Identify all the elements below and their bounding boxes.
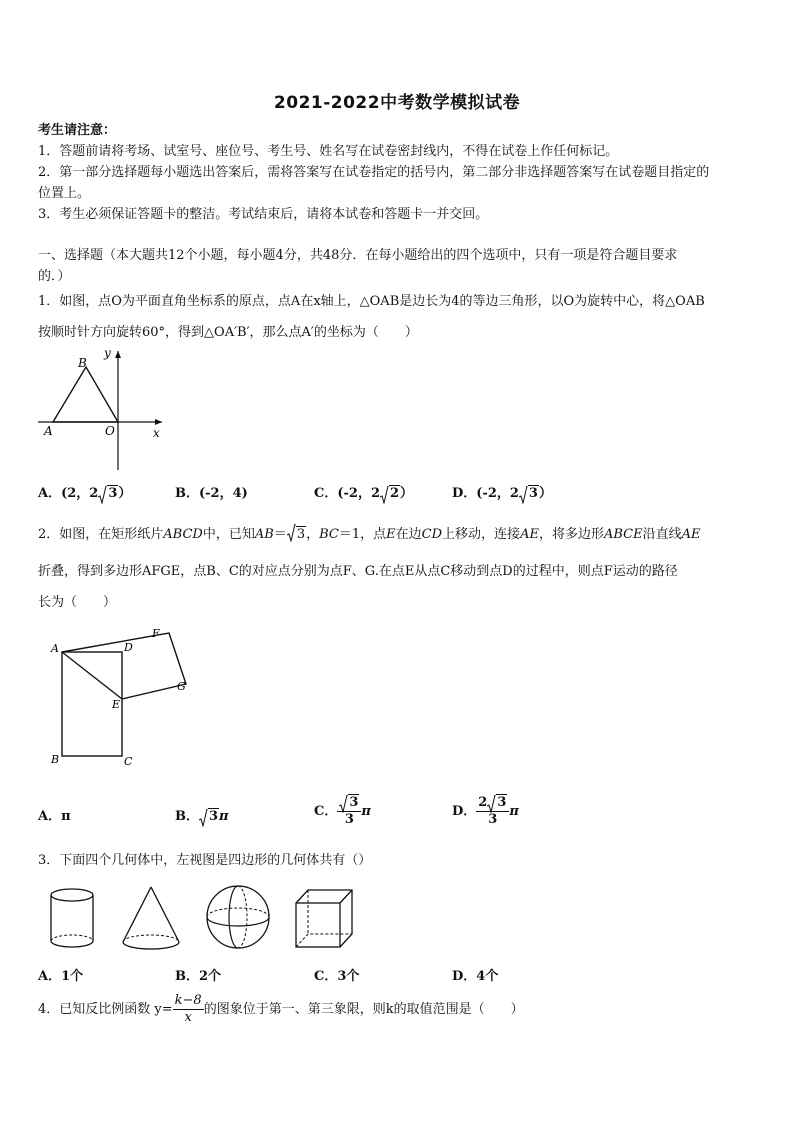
q2-text-cont-2: 长为（ ） [38, 595, 117, 610]
q1-option-d-tail: ） [538, 486, 552, 501]
radicand: 3 [296, 527, 306, 542]
q2-rectangle-figure [38, 625, 198, 775]
q2-text-part: BC [319, 527, 339, 542]
label-b: B [51, 753, 60, 766]
label-a: A [44, 424, 53, 438]
sqrt [380, 486, 400, 501]
label-c: C [124, 755, 133, 768]
q1-text: 1．如图，点O为平面直角坐标系的原点，点A在x轴上，△OAB是边长为4的等边三角形，以O为旋转中心，将△OAB [38, 294, 705, 309]
sqrt [199, 809, 219, 824]
q1-option-b-label: B．(-2，4) [175, 486, 248, 501]
fraction [476, 795, 509, 828]
section-heading-cont: 的．） [38, 269, 71, 284]
q3-text: 3．下面四个几何体中，左视图是四边形的几何体共有（） [38, 853, 372, 868]
label-b: B [78, 356, 87, 370]
fraction [337, 795, 361, 828]
denominator: 3 [344, 812, 354, 827]
denominator: x [184, 1010, 192, 1025]
y-axis-arrow [115, 351, 121, 358]
q1-option-d-label: D．(-2，2 [452, 486, 519, 501]
cylinder-icon [51, 889, 93, 947]
sqrt-icon [339, 795, 348, 813]
numerator: k−8 [174, 993, 202, 1008]
q2-text-part: AB [254, 527, 274, 542]
q1-option-c-label: C．(-2，2 [314, 486, 380, 501]
q2-text-part: ，将多边形 [538, 527, 604, 542]
label-d: D [124, 641, 133, 654]
q2-text-part: ABCE [603, 527, 643, 542]
q2-text-part: AE [520, 527, 539, 542]
q1-coordinate-figure [38, 345, 168, 470]
q1-option-d[interactable] [452, 482, 552, 501]
q3-solids-figure [38, 885, 368, 955]
q2-option-c-tail: π [361, 804, 371, 819]
q3-option-d[interactable]: D．4个 [452, 969, 499, 984]
q2-option-c-label: C． [314, 804, 338, 819]
q2-option-b[interactable] [175, 805, 229, 824]
q4-text [38, 993, 758, 1026]
sqrt [287, 524, 306, 545]
q2-option-a[interactable]: A．π [38, 809, 71, 824]
q1-option-c[interactable] [314, 482, 413, 501]
sqrt-icon [380, 486, 389, 504]
label-x: x [153, 426, 160, 440]
sqrt-icon [98, 486, 107, 504]
q2-option-d-label: D． [452, 804, 477, 819]
notice-heading: 考生请注意： [38, 123, 117, 138]
sqrt [519, 486, 539, 501]
numerator [337, 795, 361, 812]
cone-icon [123, 887, 179, 949]
q2-text-part: 中，已知 [202, 527, 255, 542]
sqrt [98, 486, 118, 501]
numerator [476, 795, 509, 812]
radicand: 2 [389, 486, 400, 501]
label-g: G [177, 680, 186, 693]
label-e: E [112, 698, 121, 711]
cube-icon [296, 890, 352, 947]
q2-option-d-tail: π [509, 804, 519, 819]
q2-text-part: ＝ [273, 527, 287, 542]
q2-text-part: ＝1，点 [338, 527, 387, 542]
notice-item-3: 3．考生必须保证答题卡的整洁。考试结束后，请将本试卷和答题卡一并交回。 [38, 207, 489, 222]
q1-option-a[interactable] [38, 482, 131, 501]
radicand: 3 [349, 795, 359, 810]
q1-option-a-label: A．(2，2 [38, 486, 99, 501]
q2-text [38, 524, 758, 545]
q2-text-part: 上移动，连接 [442, 527, 521, 542]
q3-option-c[interactable]: C．3个 [314, 969, 360, 984]
label-o: O [105, 424, 115, 438]
q1-option-c-tail: ） [400, 486, 414, 501]
q2-option-d[interactable] [452, 795, 519, 828]
radicand: 3 [209, 809, 219, 824]
q2-text-part: ， [306, 527, 320, 542]
sqrt-icon [519, 486, 528, 504]
segment-ae [62, 652, 122, 699]
q3-option-a[interactable]: A．1个 [38, 969, 84, 984]
q2-text-part: CD [421, 527, 443, 542]
page-title: 2021-2022中考数学模拟试卷 [273, 93, 521, 113]
q1-option-a-tail: ） [118, 486, 132, 501]
radicand: 3 [497, 795, 507, 810]
q2-text-cont: 折叠，得到多边形AFGE，点B、C的对应点分别为点F、G.在点E从点C移动到点D的过程中，则点F运动的路径 [38, 564, 678, 579]
q2-text-part: E [386, 527, 396, 542]
q2-option-b-label: B． [175, 809, 199, 824]
label-y: y [104, 346, 111, 360]
notice-item-1: 1．答题前请将考场、试室号、座位号、考生号、姓名写在试卷密封线内，不得在试卷上作任何标记。 [38, 144, 619, 159]
q2-text-part: AE [681, 527, 701, 542]
q4-text-post: 的图象位于第一、第三象限，则k的取值范围是（ ） [203, 1002, 524, 1017]
label-a: A [51, 642, 59, 655]
denominator: 3 [488, 812, 498, 827]
q3-option-b[interactable]: B．2个 [175, 969, 222, 984]
radicand: 3 [108, 486, 118, 501]
sqrt [339, 795, 359, 811]
q2-text-part: 在边 [395, 527, 422, 542]
q1-option-b[interactable] [175, 482, 248, 501]
notice-item-2-cont: 位置上。 [38, 186, 91, 201]
section-heading: 一、选择题（本大题共12个小题，每小题4分，共48分．在每小题给出的四个选项中，只有一项是符合题目要求 [38, 248, 678, 263]
coefficient: 2 [478, 795, 488, 810]
q2-text-part: 2．如图，在矩形纸片 [38, 527, 164, 542]
sqrt [487, 795, 507, 811]
sqrt-icon [199, 809, 208, 827]
label-f: F [152, 627, 160, 640]
sqrt-icon [287, 524, 296, 542]
q2-option-b-tail: π [219, 809, 229, 824]
sqrt-icon [487, 795, 496, 813]
q4-text-pre: 4．已知反比例函数 y= [38, 1002, 173, 1017]
q2-text-part: 沿直线 [642, 527, 682, 542]
x-axis-arrow [155, 419, 162, 425]
q2-option-c[interactable] [314, 795, 371, 828]
fraction [173, 993, 204, 1026]
q2-text-part: ABCD [163, 527, 203, 542]
notice-item-2: 2．第一部分选择题每小题选出答案后，需将答案写在试卷指定的括号内，第二部分非选择题答案写在试卷题目指定的 [38, 165, 710, 180]
sphere-icon [207, 886, 269, 948]
q1-text-cont: 按顺时针方向旋转60°，得到△OA′B′，那么点A′的坐标为（ ） [38, 325, 418, 340]
triangle-oab [53, 367, 118, 422]
radicand: 3 [528, 486, 538, 501]
